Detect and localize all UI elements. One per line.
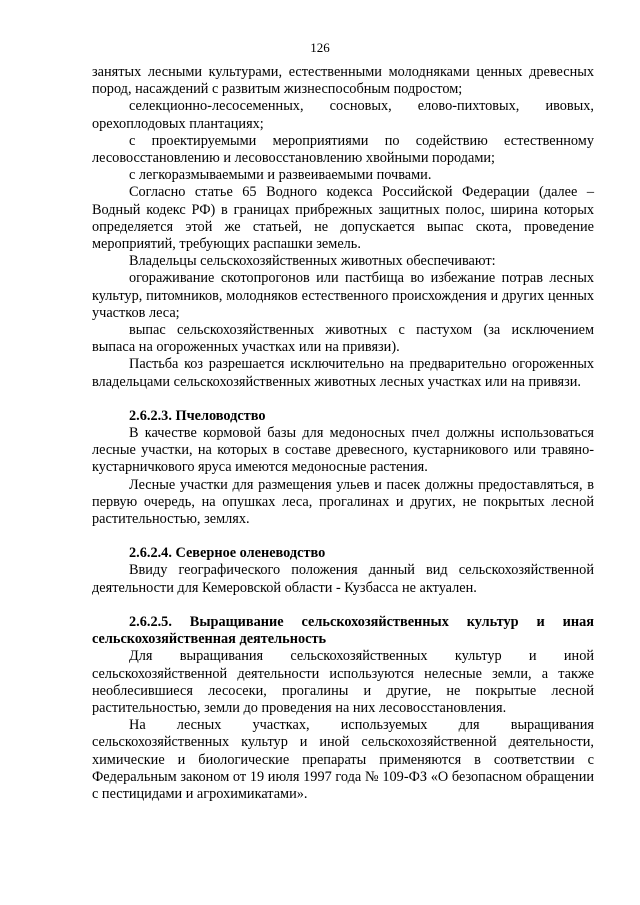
paragraph: с проектируемыми мероприятиями по содействию естественному лесовосстановлению и лесовосстановлению хвойными породами; <box>92 132 594 167</box>
paragraph: огораживание скотопрогонов или пастбища во избежание потрав лесных культур, питомников, молодняков естественного происхождения и других ценных участков леса; <box>92 270 594 321</box>
paragraph: На лесных участках, используемых для выращивания сельскохозяйственных культур и иной сельскохозяйственной деятельности, химические и биологические препараты применяются в соответствии с Федеральным законом от 19 июля 1997 года № 109-ФЗ «О безопасном обращении с пестицидами и агрохимикатами». <box>92 717 594 802</box>
section-heading: 2.6.2.3. Пчеловодство <box>129 407 266 424</box>
section-heading: 2.6.2.5. Выращивание сельскохозяйственных культур и иная сельскохозяйственная деятельность <box>92 613 594 648</box>
section-gap <box>92 528 594 545</box>
paragraph: выпас сельскохозяйственных животных с пастухом (за исключением выпаса на огороженных участках или на привязи). <box>92 322 594 356</box>
paragraph: Согласно статье 65 Водного кодекса Российской Федерации (далее – Водный кодекс РФ) в границах прибрежных защитных полос, ширина которых определяется этой же статьей, не допускается выпас скота, проведение мероприятий, требующих распашки земель. <box>92 184 594 253</box>
paragraph: Ввиду географического положения данный вид сельскохозяйственной деятельности для Кемеровской области - Кузбасса не актуален. <box>92 562 594 596</box>
paragraph: селекционно-лесосеменных, сосновых, елово-пихтовых, ивовых, орехоплодовых плантациях; <box>92 98 594 132</box>
paragraph: занятых лесными культурами, естественными молодняками ценных древесных пород, насаждений с развитым жизнеспособным подростом; <box>92 64 594 98</box>
page-number: 126 <box>310 40 330 55</box>
paragraph: Владельцы сельскохозяйственных животных обеспечивают: <box>129 253 496 270</box>
section-heading: 2.6.2.4. Северное оленеводство <box>129 545 326 562</box>
paragraph: Пастьба коз разрешается исключительно на предварительно огороженных владельцами сельскохозяйственных животных лесных участках или на привязи. <box>92 356 594 390</box>
document-body <box>92 64 594 803</box>
section-gap <box>92 391 594 408</box>
paragraph: Лесные участки для размещения ульев и пасек должны предоставляться, в первую очередь, на опушках леса, прогалинах и других, не покрытых лесной растительностью, землях. <box>92 476 594 528</box>
section-gap <box>92 597 594 614</box>
paragraph: Для выращивания сельскохозяйственных культур и иной сельскохозяйственной деятельности используются нелесные земли, а также необлесившиеся лесосеки, прогалины и другие, не покрытые лесной растительностью, земли до проведения на них лесовосстановления. <box>92 648 594 716</box>
paragraph: с легкоразмываемыми и развеиваемыми почвами. <box>129 167 432 184</box>
paragraph: В качестве кормовой базы для медоносных пчел должны использоваться лесные участки, на которых в составе древесного, кустарникового или травяно-кустарничкового яруса имеются медоносные растения. <box>92 425 594 476</box>
